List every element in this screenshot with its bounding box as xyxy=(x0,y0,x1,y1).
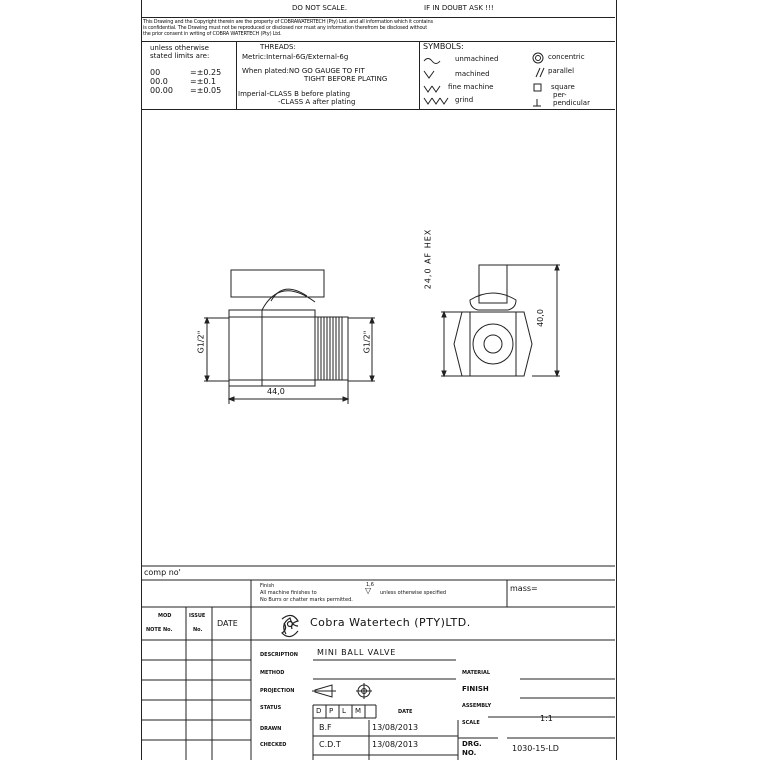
checked-by-value: C.D.T xyxy=(319,740,341,749)
threads-metric: Metric:Internal-6G/External-6g xyxy=(242,53,349,61)
threads-imperial-2: -CLASS A after plating xyxy=(278,98,356,106)
projection-cone-icon xyxy=(312,685,336,697)
company-logo-icon xyxy=(282,615,298,636)
finish-note-label: Finish xyxy=(260,583,275,589)
tolerance-value-2: =±0.05 xyxy=(190,86,222,95)
valve-body xyxy=(229,310,315,386)
issue-col-header-1: ISSUE xyxy=(189,613,206,619)
handle-end xyxy=(479,265,507,303)
finish-roughness-value: 1,6 xyxy=(366,582,374,588)
hex-body xyxy=(454,312,532,376)
drawn-by-value: B.F xyxy=(319,723,332,732)
dim-height-label: 40,0 xyxy=(535,309,545,327)
finish-machined-icon: ▽ xyxy=(365,586,372,595)
grind-icon xyxy=(424,98,448,104)
symbol-per-label: per- xyxy=(553,91,567,99)
description-value: MINI BALL VALVE xyxy=(317,648,397,657)
drawn-date-value: 13/08/2013 xyxy=(372,723,419,732)
symbol-fine-machine-label: fine machine xyxy=(448,83,494,91)
finish-note-line-1b: unless otherwise specified xyxy=(380,590,447,596)
symbol-parallel-label: parallel xyxy=(548,67,575,75)
threads-imperial-1: Imperial-CLASS B before plating xyxy=(238,90,351,98)
concentric-icon xyxy=(533,53,543,63)
method-label: METHOD xyxy=(260,670,285,676)
description-label: DESCRIPTION xyxy=(260,652,298,658)
if-in-doubt-text: IF IN DOUBT ASK !!! xyxy=(424,4,494,12)
tolerance-title-1: unless otherwise xyxy=(150,44,209,52)
copyright-line-1: This Drawing and the Copyright therein are the property of COBRAWATERTECH (Pty) Ltd. and all information which it contains xyxy=(143,19,433,25)
bore-inner xyxy=(484,335,502,353)
date-col-header: DATE xyxy=(217,619,238,628)
symbol-concentric-label: concentric xyxy=(548,53,585,61)
tolerance-title-2: stated limits are: xyxy=(150,52,210,60)
checked-date-value: 13/08/2013 xyxy=(372,740,419,749)
scale-label: SCALE xyxy=(462,720,480,726)
projection-label: PROJECTION xyxy=(260,688,295,694)
assembly-label: ASSEMBLY xyxy=(462,703,492,709)
copyright-line-3: the prior consent in writing of COBRA WATERTECH (Pty) Ltd. xyxy=(143,31,282,37)
threaded-end xyxy=(315,317,348,380)
tolerance-format-1: 00.0 xyxy=(150,77,168,86)
symbol-unmachined-label: unmachined xyxy=(455,55,499,63)
threads-title: THREADS: xyxy=(260,43,296,51)
dim-thread-left-label: G1/2" xyxy=(196,330,206,354)
scale-value: 1:1 xyxy=(540,714,553,723)
parallel-icon xyxy=(536,68,544,77)
do-not-scale-text: DO NOT SCALE. xyxy=(292,4,348,12)
drawing-number: 1030-15-LD xyxy=(512,744,559,753)
dim-thread-right-label: G1/2" xyxy=(362,330,372,354)
status-letter-p: P xyxy=(329,707,334,715)
symbol-square-label: square xyxy=(551,83,575,91)
drg-no-label-1: DRG. xyxy=(462,740,482,748)
comp-no-label: comp no' xyxy=(144,568,181,577)
tolerance-value-0: =±0.25 xyxy=(190,68,222,77)
status-letter-d: D xyxy=(316,707,322,715)
finish-label: FINISH xyxy=(462,685,489,693)
status-label: STATUS xyxy=(260,705,282,711)
symbol-grind-label: grind xyxy=(455,96,474,104)
threads-plated-1: When plated:NO GO GAUGE TO FIT xyxy=(242,67,365,75)
mass-label: mass= xyxy=(510,584,538,593)
issue-col-header-2: No. xyxy=(193,627,203,633)
finish-note-line-1: All machine finishes to xyxy=(260,590,317,596)
square-icon xyxy=(534,84,541,91)
tolerance-format-2: 00.00 xyxy=(150,86,173,95)
bore-outer xyxy=(473,324,513,364)
finish-note-line-2: No Burrs or chatter marks permitted. xyxy=(260,597,353,603)
dim-length-label: 44,0 xyxy=(267,387,285,396)
copyright-line-2: is confidential. The Drawing must not be reproduced or disclosed nor must any information therefrom be disclosed without xyxy=(143,25,428,31)
dim-hex-label: 24,0 AF HEX xyxy=(423,228,433,290)
fine-machine-icon xyxy=(424,86,440,92)
side-view xyxy=(204,270,375,404)
date-label: DATE xyxy=(398,709,413,715)
status-letter-m: M xyxy=(355,707,362,715)
tolerance-format-0: 00 xyxy=(150,68,161,77)
machined-icon xyxy=(424,71,434,78)
mod-col-header-2: NOTE No. xyxy=(146,627,173,633)
checked-label: CHECKED xyxy=(260,742,287,748)
symbols-title: SYMBOLS: xyxy=(423,42,464,51)
material-label: MATERIAL xyxy=(462,670,491,676)
drg-no-label-2: NO. xyxy=(462,749,477,757)
symbol-machined-label: machined xyxy=(455,70,490,78)
unmachined-icon xyxy=(424,59,440,64)
perpendicular-icon xyxy=(533,99,541,106)
company-name: Cobra Watertech (PTY)LTD. xyxy=(310,616,471,629)
status-letter-l: L xyxy=(342,707,346,715)
threads-plated-2: TIGHT BEFORE PLATING xyxy=(304,75,388,83)
symbol-pendicular-label: pendicular xyxy=(553,99,590,107)
tolerance-value-1: =±0.1 xyxy=(190,77,217,86)
drawn-label: DRAWN xyxy=(260,726,282,732)
mod-col-header-1: MOD xyxy=(158,613,172,619)
